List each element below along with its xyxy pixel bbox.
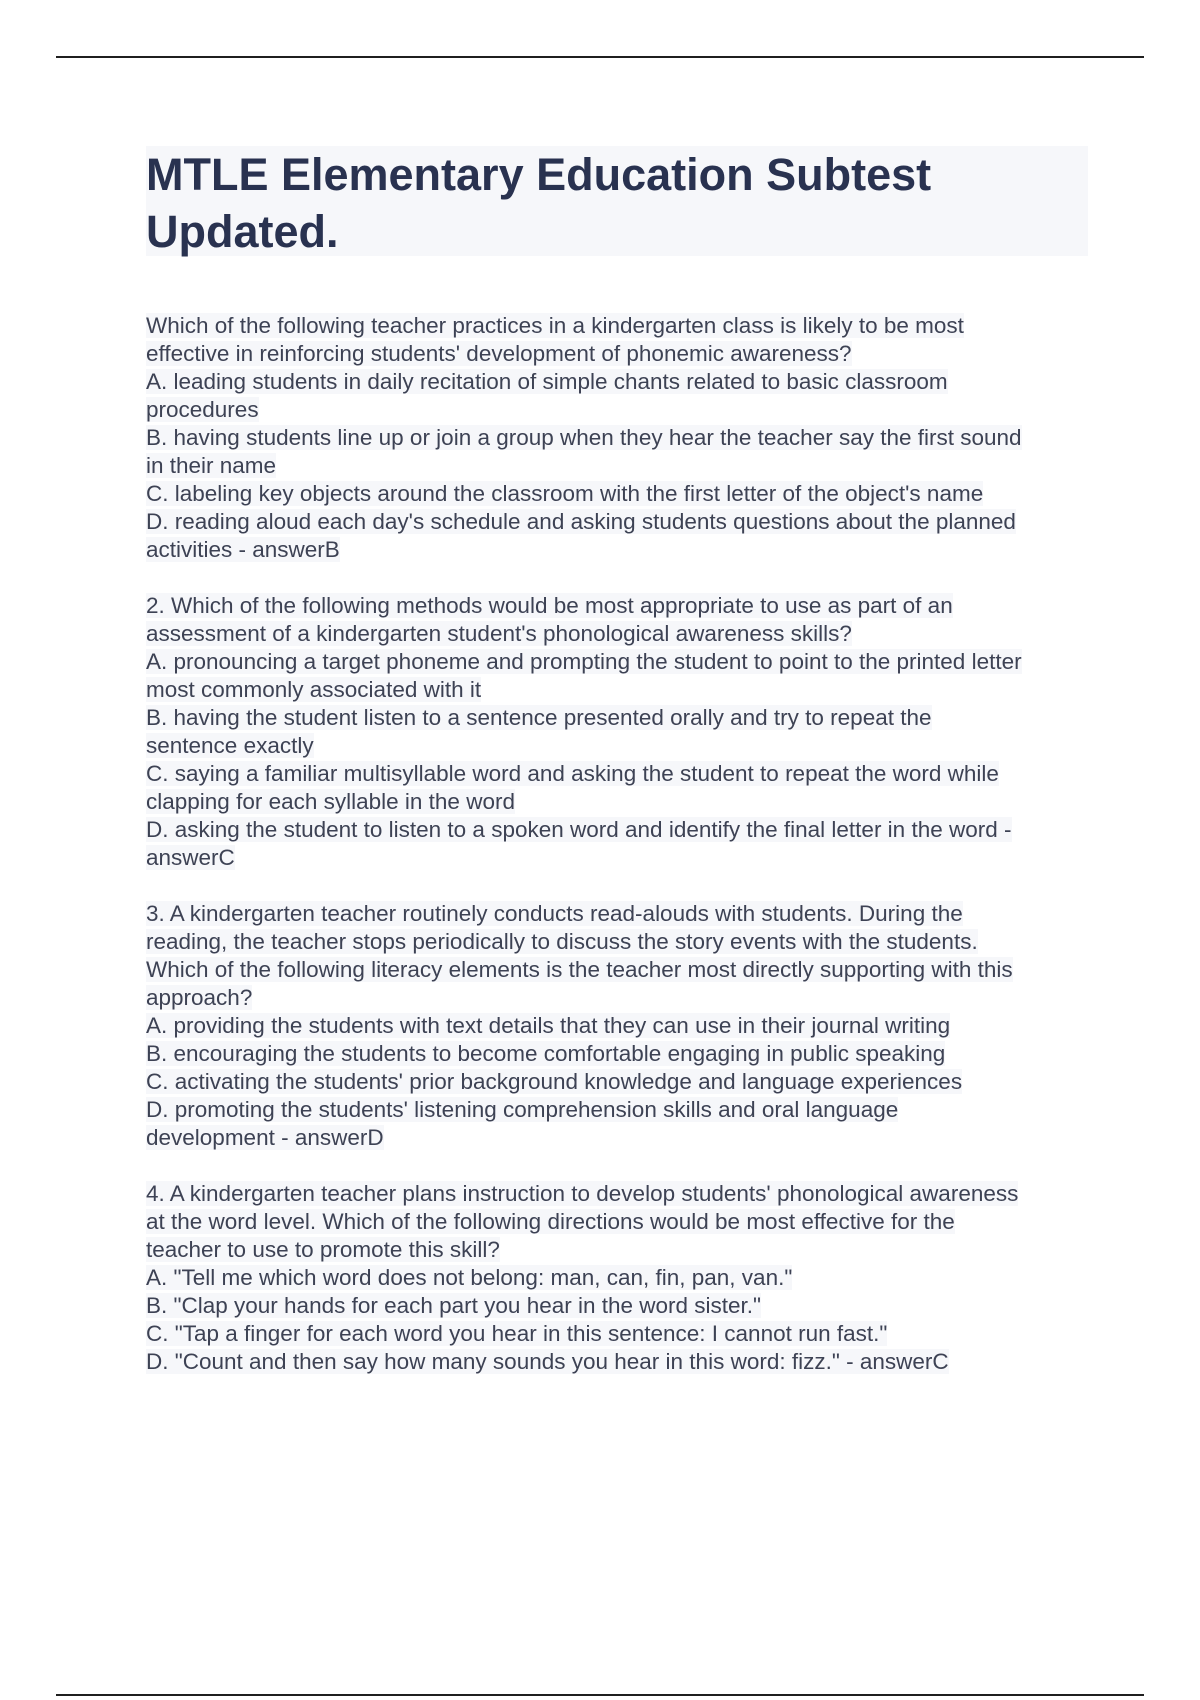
answer-option-line: clapping for each syllable in the word	[146, 789, 515, 814]
question-line: 2. Which of the following methods would be most appropriate to use as part of an	[146, 593, 953, 618]
answer-key-line: activities - answerB	[146, 537, 340, 562]
question-line: teacher to use to promote this skill?	[146, 1237, 500, 1262]
question-line: effective in reinforcing students' development of phonemic awareness?	[146, 341, 852, 366]
question-line: reading, the teacher stops periodically to discuss the story events with the students.	[146, 929, 978, 954]
top-rule	[56, 56, 1144, 58]
title-line: MTLE Elementary Education Subtest	[146, 149, 932, 200]
bottom-rule	[56, 1694, 1144, 1696]
answer-option-line: C. "Tap a finger for each word you hear in this sentence: I cannot run fast."	[146, 1321, 888, 1346]
question-block	[146, 1180, 1096, 1376]
answer-option-line: D. reading aloud each day's schedule and asking students questions about the planned	[146, 509, 1016, 534]
answer-key-line: development - answerD	[146, 1125, 384, 1150]
answer-option-line: C. saying a familiar multisyllable word and asking the student to repeat the word while	[146, 761, 999, 786]
answer-option-line: B. "Clap your hands for each part you hear in the word sister."	[146, 1293, 762, 1318]
question-block	[146, 900, 1096, 1152]
answer-option-line: C. activating the students' prior background knowledge and language experiences	[146, 1069, 963, 1094]
answer-key-line: answerC	[146, 845, 235, 870]
answer-option-line: D. asking the student to listen to a spoken word and identify the final letter in the word -	[146, 817, 1012, 842]
answer-option-line: A. leading students in daily recitation of simple chants related to basic classroom	[146, 369, 948, 394]
question-line: Which of the following teacher practices in a kindergarten class is likely to be most	[146, 313, 964, 338]
answer-option-line: procedures	[146, 397, 259, 422]
answer-option-line: in their name	[146, 453, 277, 478]
answer-option-line: A. "Tell me which word does not belong: man, can, fin, pan, van."	[146, 1265, 793, 1290]
question-line: assessment of a kindergarten student's phonological awareness skills?	[146, 621, 852, 646]
question-line: approach?	[146, 985, 253, 1010]
answer-option-line: most commonly associated with it	[146, 677, 482, 702]
document-title	[146, 146, 1088, 260]
question-list	[146, 312, 1096, 1404]
question-line: at the word level. Which of the following directions would be most effective for the	[146, 1209, 955, 1234]
answer-key-line: D. "Count and then say how many sounds you hear in this word: fizz." - answerC	[146, 1349, 949, 1374]
answer-option-line: C. labeling key objects around the classroom with the first letter of the object's name	[146, 481, 984, 506]
answer-option-line: B. encouraging the students to become comfortable engaging in public speaking	[146, 1041, 946, 1066]
answer-option-line: A. pronouncing a target phoneme and prompting the student to point to the printed letter	[146, 649, 1022, 674]
title-line: Updated.	[146, 206, 339, 257]
answer-option-line: sentence exactly	[146, 733, 314, 758]
answer-option-line: B. having the student listen to a sentence presented orally and try to repeat the	[146, 705, 932, 730]
question-block	[146, 312, 1096, 564]
answer-option-line: D. promoting the students' listening comprehension skills and oral language	[146, 1097, 899, 1122]
question-line: 3. A kindergarten teacher routinely conducts read-alouds with students. During the	[146, 901, 963, 926]
title-box	[146, 146, 1088, 256]
question-block	[146, 592, 1096, 872]
question-line: 4. A kindergarten teacher plans instruction to develop students' phonological awareness	[146, 1181, 1019, 1206]
question-line: Which of the following literacy elements is the teacher most directly supporting with this	[146, 957, 1013, 982]
answer-option-line: A. providing the students with text details that they can use in their journal writing	[146, 1013, 951, 1038]
answer-option-line: B. having students line up or join a group when they hear the teacher say the first sound	[146, 425, 1022, 450]
